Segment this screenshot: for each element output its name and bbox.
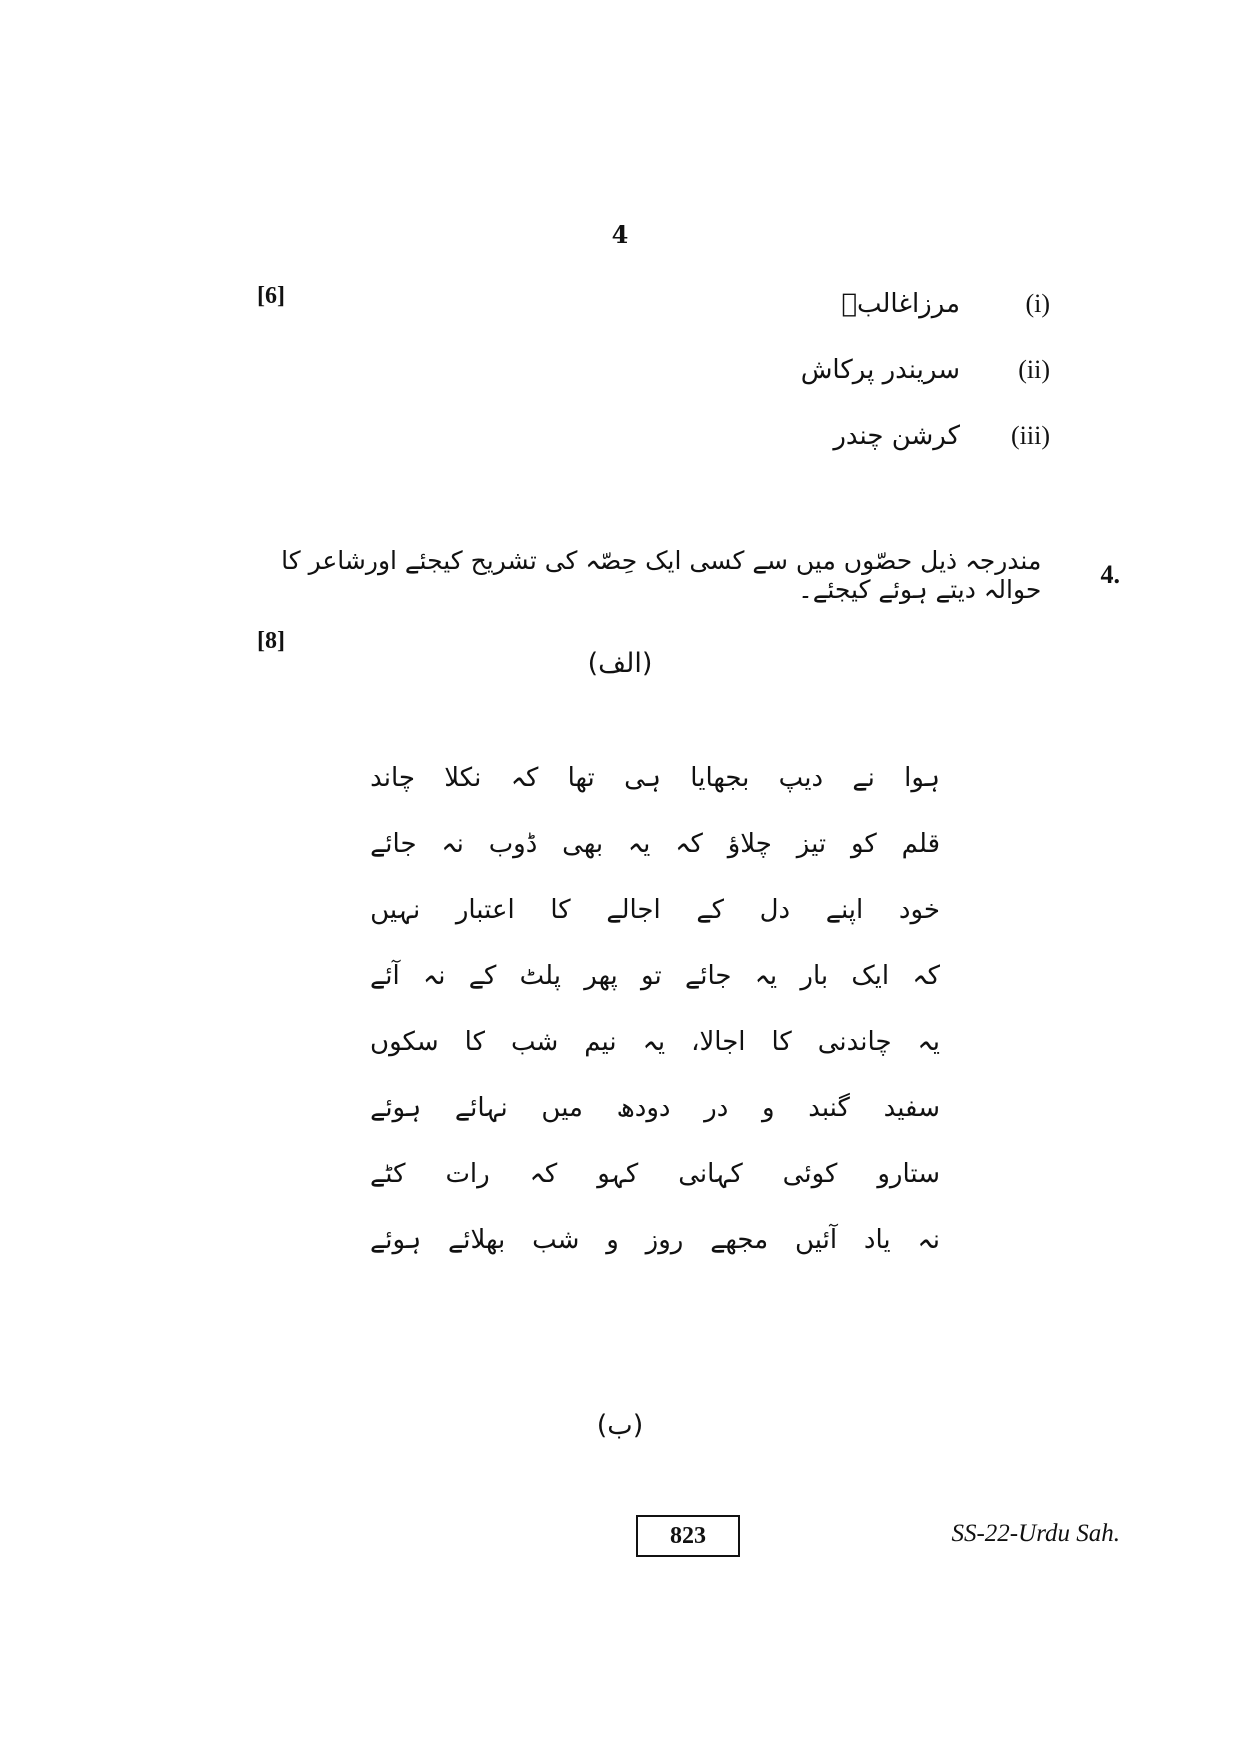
poem-word: دودھ bbox=[616, 1093, 671, 1123]
poem-word: اجالا، bbox=[691, 1027, 746, 1057]
poem-word: رات bbox=[445, 1159, 490, 1189]
poem-word: ہوئے bbox=[370, 1225, 422, 1255]
poem-word: بھلائے bbox=[448, 1225, 506, 1255]
poem-word: روز bbox=[645, 1225, 684, 1255]
poem-line bbox=[370, 877, 940, 943]
poem-word: نیم bbox=[584, 1027, 617, 1057]
poem-line bbox=[370, 811, 940, 877]
poem-word: جائے bbox=[370, 829, 417, 859]
poem-word: مجھے bbox=[710, 1225, 769, 1255]
poem-word: دل bbox=[759, 895, 791, 925]
poem-word: بار bbox=[800, 961, 829, 991]
poem-word: یہ bbox=[642, 1027, 666, 1057]
poem-word: کے bbox=[696, 895, 724, 925]
poem-word: اعتبار bbox=[455, 895, 515, 925]
poem-word: پلٹ bbox=[519, 961, 561, 991]
author-item-number: (i) bbox=[1025, 289, 1050, 318]
poem-word: کا bbox=[550, 895, 571, 925]
poem-word: تیز bbox=[796, 829, 827, 859]
poem-word: و bbox=[606, 1225, 619, 1255]
footer-box-number: 823 bbox=[636, 1515, 740, 1557]
poem-word: کہ bbox=[912, 961, 940, 991]
poem-word: در bbox=[704, 1093, 729, 1123]
poem-word: چاند bbox=[370, 763, 415, 793]
poem-word: یہ bbox=[754, 961, 778, 991]
poem-word: بھی bbox=[562, 829, 604, 859]
poem-word: کو bbox=[851, 829, 877, 859]
question-4-text: مندرجہ ذیل حصّوں میں سے کسی ایک حِصّہ کی تشریح کیجئے اورشاعر کا حوالہ دیتے ہوئے کیجئے۔ bbox=[281, 546, 1042, 604]
poem-word: کوئی bbox=[782, 1159, 838, 1189]
poem-word: کے bbox=[468, 961, 497, 991]
poem-word: اپنے bbox=[825, 895, 864, 925]
poem-word: سفید bbox=[883, 1093, 940, 1123]
poem-word: قلم bbox=[901, 829, 940, 859]
part-a-label: (الف) bbox=[587, 648, 653, 679]
poem-word: ہوا bbox=[904, 763, 940, 793]
author-item-number: (ii) bbox=[1018, 355, 1050, 384]
poem-word: کہو bbox=[597, 1159, 639, 1189]
poem-word: نہ bbox=[422, 961, 446, 991]
poem-word: یہ bbox=[917, 1027, 940, 1057]
poem-word: کہ bbox=[675, 829, 703, 859]
author-item-number: (iii) bbox=[1011, 421, 1050, 450]
poem-word: کہ bbox=[529, 1159, 558, 1189]
poem-word: جائے bbox=[684, 961, 732, 991]
part-b-label: (ب) bbox=[596, 1410, 644, 1441]
poem-word: گنبد bbox=[808, 1093, 850, 1123]
poem-word: کٹے bbox=[370, 1159, 406, 1189]
poem-word: دیپ bbox=[778, 763, 824, 793]
poem-word: نکلا bbox=[444, 763, 482, 793]
poem-word: نہیں bbox=[370, 895, 421, 925]
question-3-marks: [6] bbox=[257, 283, 285, 309]
question-4-number: 4. bbox=[1100, 560, 1120, 589]
poem-word: نہ bbox=[917, 1225, 940, 1255]
poem-line bbox=[370, 1207, 940, 1273]
author-item bbox=[670, 348, 1050, 392]
poem-word: آئیں bbox=[794, 1225, 838, 1255]
poem-word: آئے bbox=[370, 961, 400, 991]
poem-line bbox=[370, 943, 940, 1009]
poem-word: کہانی bbox=[678, 1159, 743, 1189]
poem-word: بجھایا bbox=[690, 763, 750, 793]
poem-line bbox=[370, 1141, 940, 1207]
poem-word: چاندنی bbox=[817, 1027, 892, 1057]
poem-line bbox=[370, 1009, 940, 1075]
poem-word: یاد bbox=[863, 1225, 891, 1255]
poem-word: خود bbox=[898, 895, 940, 925]
page-number: 4 bbox=[611, 220, 629, 249]
poem-word: ڈوب bbox=[488, 829, 538, 859]
poem-word: ہی bbox=[624, 763, 661, 793]
author-item bbox=[670, 414, 1050, 458]
poem-word: پھر bbox=[584, 961, 618, 991]
poem-word: ستارو bbox=[877, 1159, 940, 1189]
paper-code: SS-22-Urdu Sah. bbox=[951, 1520, 1120, 1547]
poem-word: کہ bbox=[510, 763, 539, 793]
poem-word: تو bbox=[641, 961, 662, 991]
author-item-name: مرزاغالبؔ bbox=[841, 289, 960, 319]
poem-word: چلاؤ bbox=[727, 829, 772, 859]
poem-word: و bbox=[761, 1093, 775, 1123]
poem bbox=[370, 745, 940, 1273]
poem-word: شب bbox=[510, 1027, 559, 1057]
poem-word: نہ bbox=[441, 829, 464, 859]
poem-word: نہائے bbox=[454, 1093, 508, 1123]
poem-word: ہوئے bbox=[370, 1093, 422, 1123]
poem-word: تھا bbox=[567, 763, 595, 793]
question-4 bbox=[260, 546, 1120, 604]
poem-word: کا bbox=[771, 1027, 792, 1057]
poem-word: شب bbox=[532, 1225, 580, 1255]
question-4-marks: [8] bbox=[257, 628, 285, 654]
poem-word: ایک bbox=[851, 961, 890, 991]
poem-word: کا bbox=[464, 1027, 485, 1057]
author-item bbox=[670, 282, 1050, 326]
author-item-name: کرشن چندر bbox=[833, 421, 960, 451]
poem-word: میں bbox=[541, 1093, 583, 1123]
poem-line bbox=[370, 1075, 940, 1141]
poem-word: سکوں bbox=[370, 1027, 439, 1057]
author-item-name: سریندر پرکاش bbox=[800, 355, 960, 385]
poem-word: اجالے bbox=[606, 895, 661, 925]
poem-line bbox=[370, 745, 940, 811]
poem-word: یہ bbox=[627, 829, 651, 859]
poem-word: نے bbox=[852, 763, 875, 793]
